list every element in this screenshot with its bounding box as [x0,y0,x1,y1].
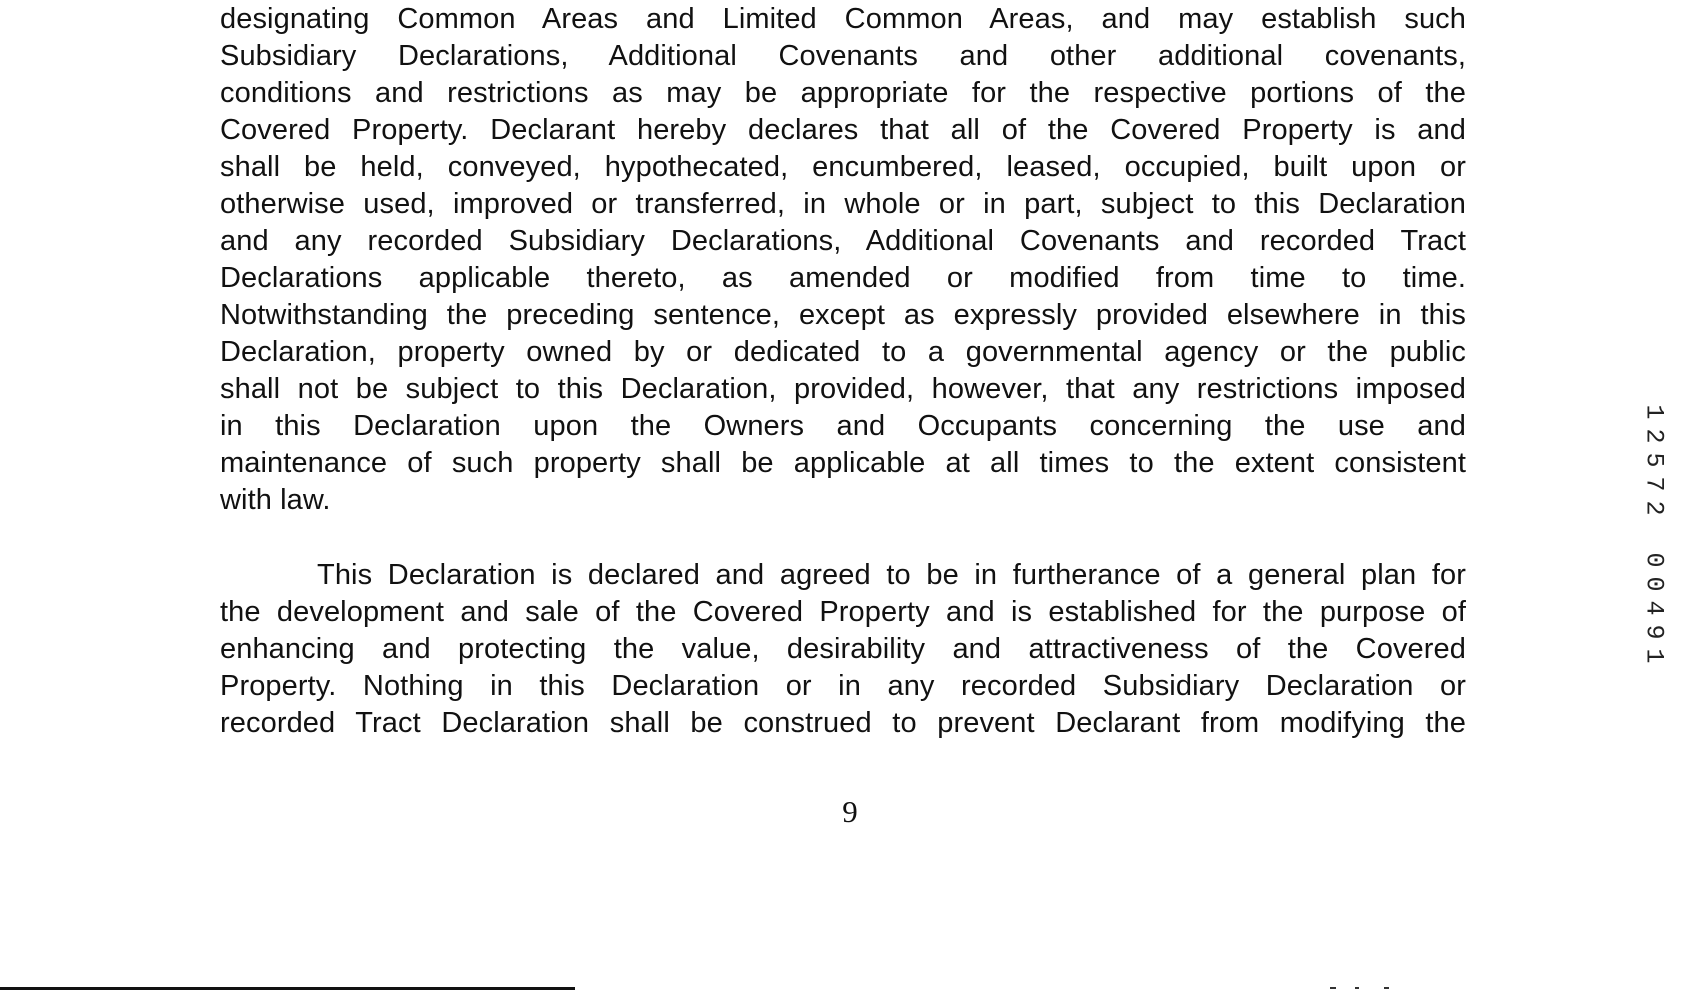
text-line: Subsidiary Declarations, Additional Covenants and other additional covenants, [220,40,1466,72]
stamp-digit: 0 [1639,552,1669,568]
text-line: the development and sale of the Covered Property and is established for the purpose of [220,596,1466,628]
bottom-scan-rule [0,987,575,990]
text-line: conditions and restrictions as may be appropriate for the respective portions of the [220,77,1466,109]
text-line: Declarations applicable thereto, as amended or modified from time to time. [220,262,1466,294]
scan-artifact-mark [1384,987,1389,989]
stamp-digit: 5 [1639,452,1669,468]
stamp-digit: 9 [1639,624,1669,640]
text-line: This Declaration is declared and agreed to be in furtherance of a general plan for [317,559,1466,591]
body-paragraph-1 [220,1,1466,519]
text-line: maintenance of such property shall be applicable at all times to the extent consistent [220,447,1466,479]
text-line: enhancing and protecting the value, desirability and attractiveness of the Covered [220,633,1466,665]
scan-artifact-mark [1330,987,1336,989]
stamp-digit: 2 [1639,500,1669,516]
text-line: with law. [220,484,331,516]
text-line: recorded Tract Declaration shall be construed to prevent Declarant from modifying the [220,707,1466,739]
scan-artifact-mark [1355,987,1359,989]
stamp-digit: 1 [1639,404,1669,420]
text-line: Property. Nothing in this Declaration or in any recorded Subsidiary Declaration or [220,670,1466,702]
page-number: 9 [842,794,858,829]
text-line: Covered Property. Declarant hereby declares that all of the Covered Property is and [220,114,1466,146]
stamp-digit: 2 [1639,428,1669,444]
text-line: shall not be subject to this Declaration, provided, however, that any restrictions imposed [220,373,1466,405]
body-paragraph-2 [220,557,1466,742]
text-line: otherwise used, improved or transferred, in whole or in part, subject to this Declaration [220,188,1466,220]
stamp-digit: 0 [1639,576,1669,592]
stamp-digit: 1 [1639,648,1669,664]
stamp-digit: 4 [1639,600,1669,616]
text-line: in this Declaration upon the Owners and Occupants concerning the use and [220,410,1466,442]
text-line: designating Common Areas and Limited Common Areas, and may establish such [220,3,1466,35]
text-line: Declaration, property owned by or dedicated to a governmental agency or the public [220,336,1466,368]
text-line: shall be held, conveyed, hypothecated, encumbered, leased, occupied, built upon or [220,151,1466,183]
text-line: and any recorded Subsidiary Declarations, Additional Covenants and recorded Tract [220,225,1466,257]
stamp-digit: 7 [1639,476,1669,492]
text-line: Notwithstanding the preceding sentence, except as expressly provided elsewhere in this [220,299,1466,331]
margin-recording-stamp [1639,400,1669,668]
